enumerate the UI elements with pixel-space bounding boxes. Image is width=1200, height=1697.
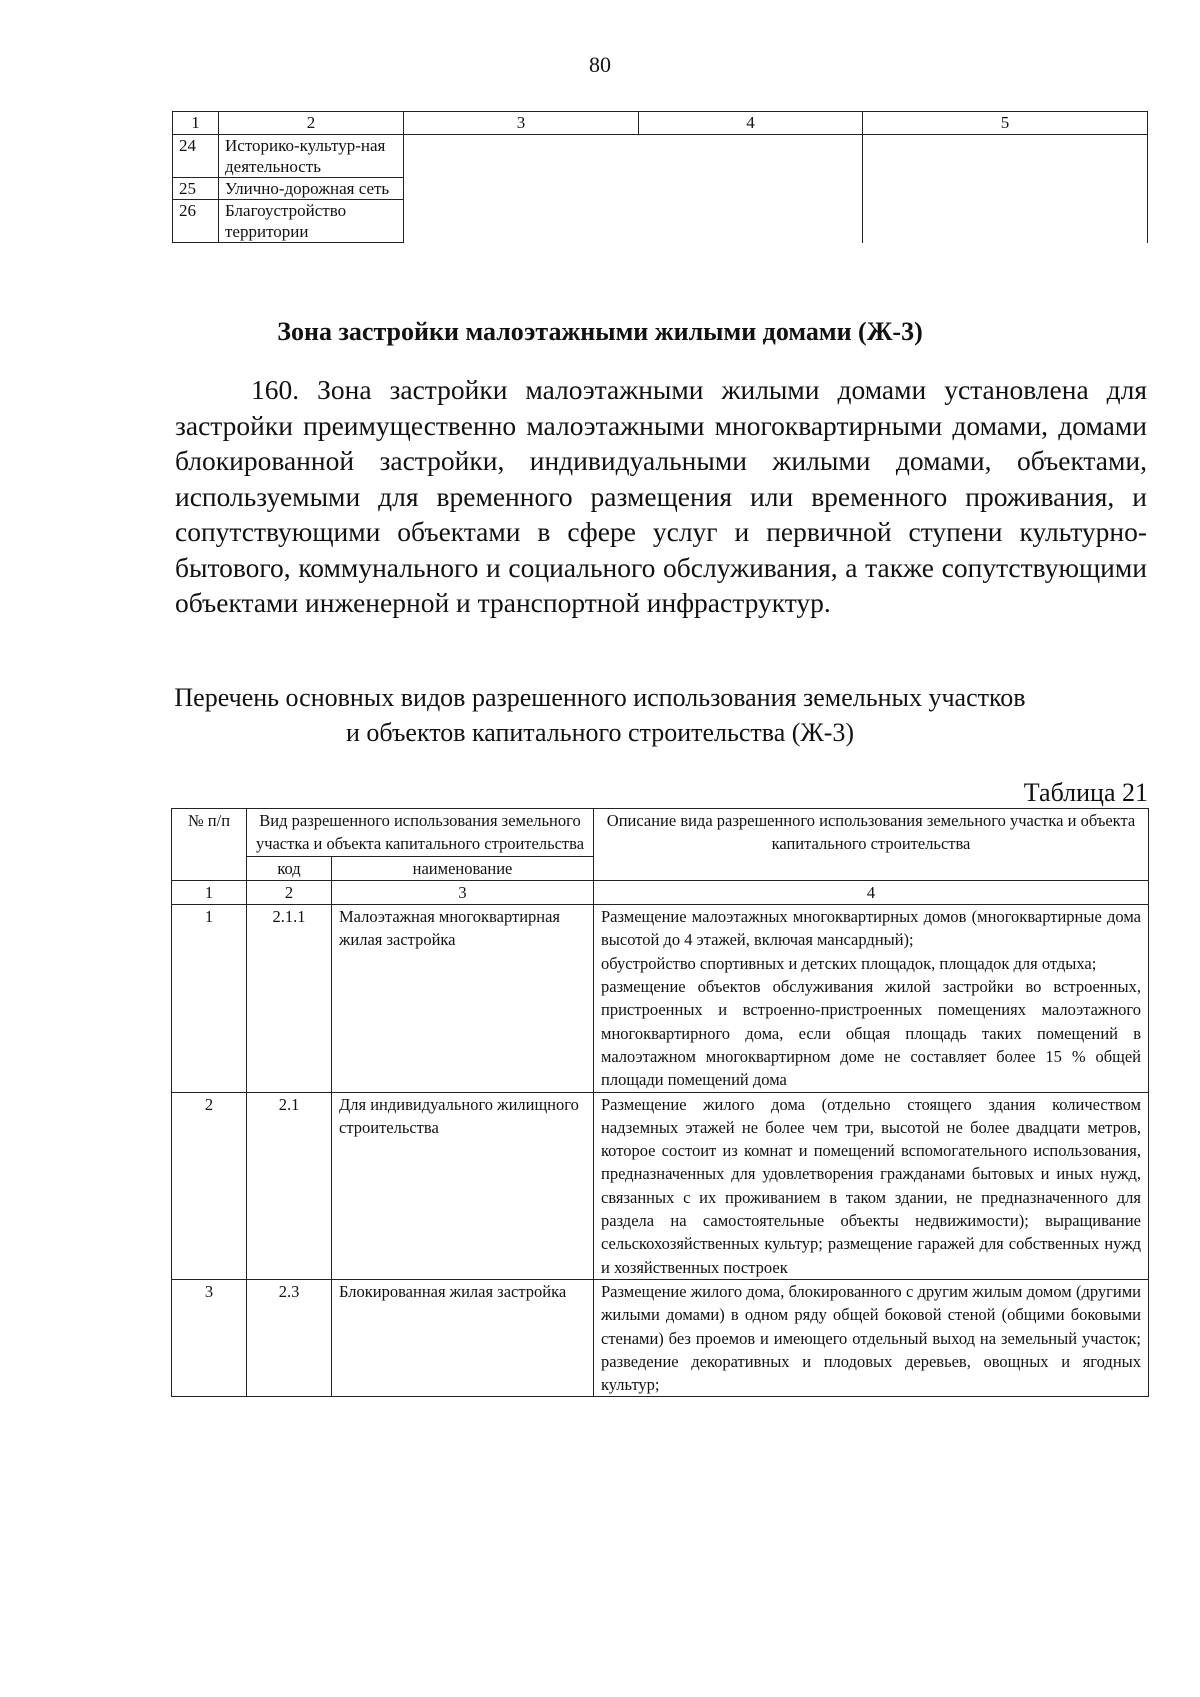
table-row <box>172 1279 1149 1396</box>
list-title-line: Перечень основных видов разрешенного использования земельных участков <box>174 683 1026 712</box>
header-num: № п/п <box>172 809 247 881</box>
row-name: Благоустройство территории <box>219 200 404 243</box>
list-title <box>0 680 1200 750</box>
page-number: 80 <box>589 52 611 77</box>
description-paragraph: размещение объектов обслуживания жилой застройки во встроенных, пристроенных и встроенно-пристроенных помещениях малоэтажного многоквартирного дома, если общая площадь таких помещений в малоэтажном многоквартирном доме не составляет более 15 % общей площади помещений дома <box>601 977 1141 1090</box>
row-name: Улично-дорожная сеть <box>219 178 404 200</box>
row-name: Для индивидуального жилищного строительства <box>332 1092 594 1279</box>
header-kind: Вид разрешенного использования земельного участка и объекта капитального строительства <box>247 809 594 857</box>
continuation-table-header <box>173 112 1148 135</box>
header-name: наименование <box>332 856 594 880</box>
row-number: 3 <box>172 1279 247 1396</box>
empty-cell <box>863 135 1148 243</box>
zone-description: 160. Зона застройки малоэтажными жилыми домами установлена для застройки преимущественно малоэтажными многоквартирными домами, домами блокированной застройки, индивидуальными жилыми домами, объектами, используемыми для временного размещения или временного проживания, и сопутствующими объектами в сфере услуг и первичной ступени культурно-бытового, коммунального и социального обслуживания, а также сопутствующими объектами инженерной и транспортной инфраструктур. <box>175 374 1147 618</box>
table-row <box>173 135 1148 178</box>
row-number: 2 <box>172 1092 247 1279</box>
row-description <box>594 1092 1149 1279</box>
row-name: Малоэтажная многоквартирная жилая застройка <box>332 905 594 1092</box>
header-cell: 2 <box>219 112 404 135</box>
row-name: Историко-культур-ная деятельность <box>219 135 404 178</box>
list-title-line: и объектов капитального строительства (Ж-3) <box>345 718 855 747</box>
row-code: 2.1.1 <box>247 905 332 1092</box>
description-paragraph: Размещение жилого дома (отдельно стоящего здания количеством надземных этажей не более чем три, высотой не более двадцати метров, которое состоит из комнат и помещений вспомогательного использования, предназначенных для удовлетворения гражданами бытовых и иных нужд, связанных с их проживанием в таком здании, не предназначенного для раздела на самостоятельные объекты недвижимости); выращивание сельскохозяйственных культур; размещение гаражей для собственных нужд и хозяйственных построек <box>601 1094 1141 1277</box>
header-cell: 4 <box>639 112 863 135</box>
row-code: 2.3 <box>247 1279 332 1396</box>
table-row <box>172 1092 1149 1279</box>
description-paragraph: Размещение малоэтажных многоквартирных домов (многоквартирные дома высотой до 4 этажей, включая мансардный); <box>601 907 1141 950</box>
description-paragraph: обустройство спортивных и детских площадок, площадок для отдыха; <box>601 953 1097 973</box>
row-code: 2.1 <box>247 1092 332 1279</box>
row-name: Блокированная жилая застройка <box>332 1279 594 1396</box>
index-cell: 2 <box>247 880 332 904</box>
row-number: 24 <box>173 135 219 178</box>
header-desc: Описание вида разрешенного использования земельного участка и объекта капитального строительства <box>594 809 1149 881</box>
table-index-row <box>172 880 1149 904</box>
table-caption: Таблица 21 <box>1023 778 1148 807</box>
header-code: код <box>247 856 332 880</box>
table-row <box>172 905 1149 1092</box>
row-number: 26 <box>173 200 219 243</box>
row-number: 1 <box>172 905 247 1092</box>
row-description <box>594 1279 1149 1396</box>
header-cell: 1 <box>173 112 219 135</box>
index-cell: 1 <box>172 880 247 904</box>
index-cell: 3 <box>332 880 594 904</box>
continuation-table <box>172 111 1148 243</box>
row-description <box>594 905 1149 1092</box>
zone-title: Зона застройки малоэтажными жилыми домами (Ж-3) <box>277 317 923 346</box>
row-number: 25 <box>173 178 219 200</box>
description-paragraph: Размещение жилого дома, блокированного с другим жилым домом (другими жилыми домами) в одном ряду общей боковой стеной (общими боковыми стенами) без проемов и имеющего отдельный выход на земельный участок; разведение декоративных и плодовых деревьев, овощных и ягодных культур; <box>601 1281 1141 1395</box>
empty-cell <box>404 135 863 243</box>
header-cell: 5 <box>863 112 1148 135</box>
table-header-row <box>172 809 1149 857</box>
header-cell: 3 <box>404 112 639 135</box>
index-cell: 4 <box>594 880 1149 904</box>
permitted-use-table <box>171 808 1149 1397</box>
